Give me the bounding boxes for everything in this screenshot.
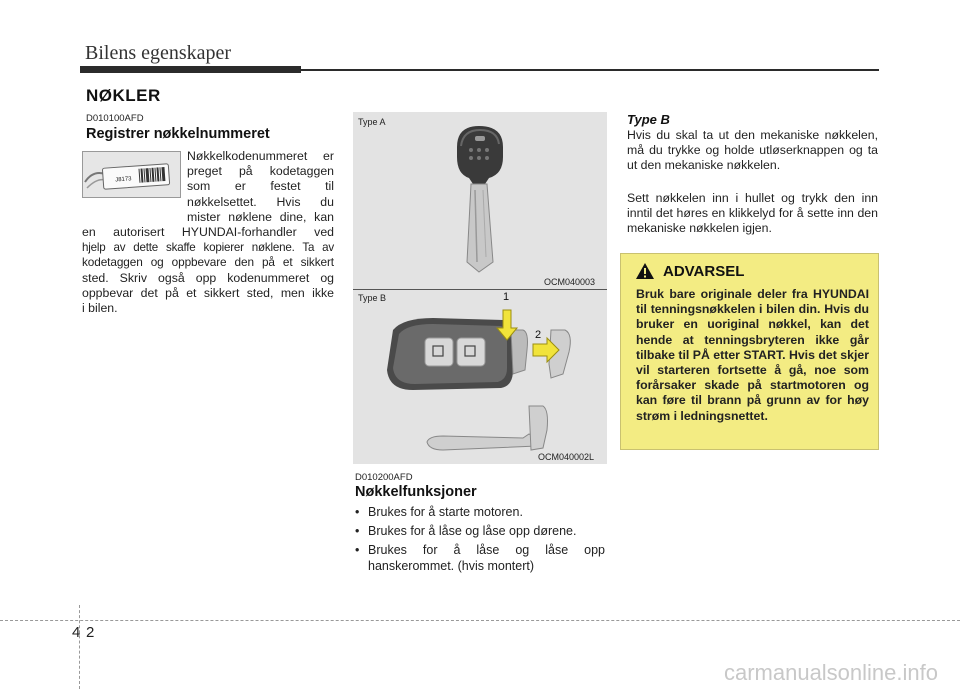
key-tag-image [82, 151, 181, 198]
left-wrap-line-2: preget på kodetaggen [187, 164, 334, 179]
left-wrap-line-3: som er festet til [187, 179, 334, 194]
figure-a-label: Type A [358, 117, 386, 127]
key-type-a-illustration [353, 112, 607, 289]
left-line-6: i bilen. [82, 301, 118, 316]
warning-text: Bruk bare originale deler fra HYUNDAI til tenningsnøkkelen i bilen din. Hvis du bruker en uoriginal nøkkel, kan det hende at tenningsbryteren ikke går tilbake til PÅ etter START. Hvis det skjer vil starteren fortsette å gå, noe som forårsaker skade på startmotoren og kan føre til brann på grunn av for høy strøm i ledningsnettet. [636, 287, 869, 423]
left-doc-code: D010100AFD [86, 113, 144, 124]
left-wrap-text [187, 149, 334, 225]
warning-title: ADVARSEL [663, 263, 745, 280]
left-wrap-line-5: mister nøklene dine, kan [187, 209, 334, 224]
left-line-2: hjelp av dette skaffe kopierer nøklene. Ta av [82, 241, 334, 255]
key-functions-list [355, 505, 605, 578]
callout-2: 2 [535, 329, 542, 341]
callout-1: 1 [503, 291, 510, 303]
left-line-3: kodetaggen og oppbevare den på et sikkert [82, 255, 334, 270]
footer-divider [79, 605, 80, 689]
key-tag-illustration [83, 152, 180, 197]
key-tag-number: J8173 [115, 176, 132, 184]
warning-box [620, 253, 879, 450]
figure-b-label: Type B [358, 293, 387, 303]
figure-type-a [353, 112, 607, 289]
middle-doc-code: D010200AFD [355, 472, 413, 483]
right-heading: Type B [627, 112, 670, 127]
page-number: 2 [86, 624, 95, 641]
header-rule [301, 69, 879, 71]
left-line-4: sted. Skriv også opp kodenummeret og [82, 270, 334, 285]
running-header: Bilens egenskaper [85, 42, 232, 64]
figure-type-b [353, 290, 607, 464]
right-para-2: Sett nøkkelen inn i hullet og trykk den inn inntil det høres en klikkelyd for å sette inn den mekaniske nøkkelen igjen. [627, 191, 878, 236]
chapter-number: 4 [72, 624, 81, 641]
list-item: • Brukes for å låse og låse opp dørene. [355, 524, 605, 540]
left-wrap-line-4: nøkkelsettet. Hvis du [187, 194, 334, 209]
watermark: carmanualsonline.info [723, 660, 938, 685]
figure-b-code: OCM040002L [538, 452, 595, 462]
left-body-text [82, 225, 334, 316]
header-bar [80, 66, 301, 73]
left-line-5: oppbevar det på et sikkert sted, men ikke [82, 285, 334, 300]
footer-rule [0, 620, 960, 621]
warning-triangle-icon [635, 262, 655, 280]
left-line-1: en autorisert HYUNDAI-forhandler ved [82, 225, 334, 239]
section-title: NØKLER [86, 86, 161, 105]
middle-heading: Nøkkelfunksjoner [355, 484, 477, 500]
right-para-1: Hvis du skal ta ut den mekaniske nøkkelen, må du trykke og holde utløserknappen og ta ut den mekaniske nøkkelen. [627, 128, 878, 173]
left-wrap-line-1: Nøkkelkodenummeret er [187, 149, 334, 163]
list-item: • Brukes for å låse og låse opp hanskerommet. (hvis montert) [355, 543, 605, 574]
key-type-b-illustration [353, 290, 607, 464]
figure-a-code: OCM040003 [544, 277, 596, 287]
list-item: • Brukes for å starte motoren. [355, 505, 605, 521]
left-heading: Registrer nøkkelnummeret [86, 126, 270, 142]
